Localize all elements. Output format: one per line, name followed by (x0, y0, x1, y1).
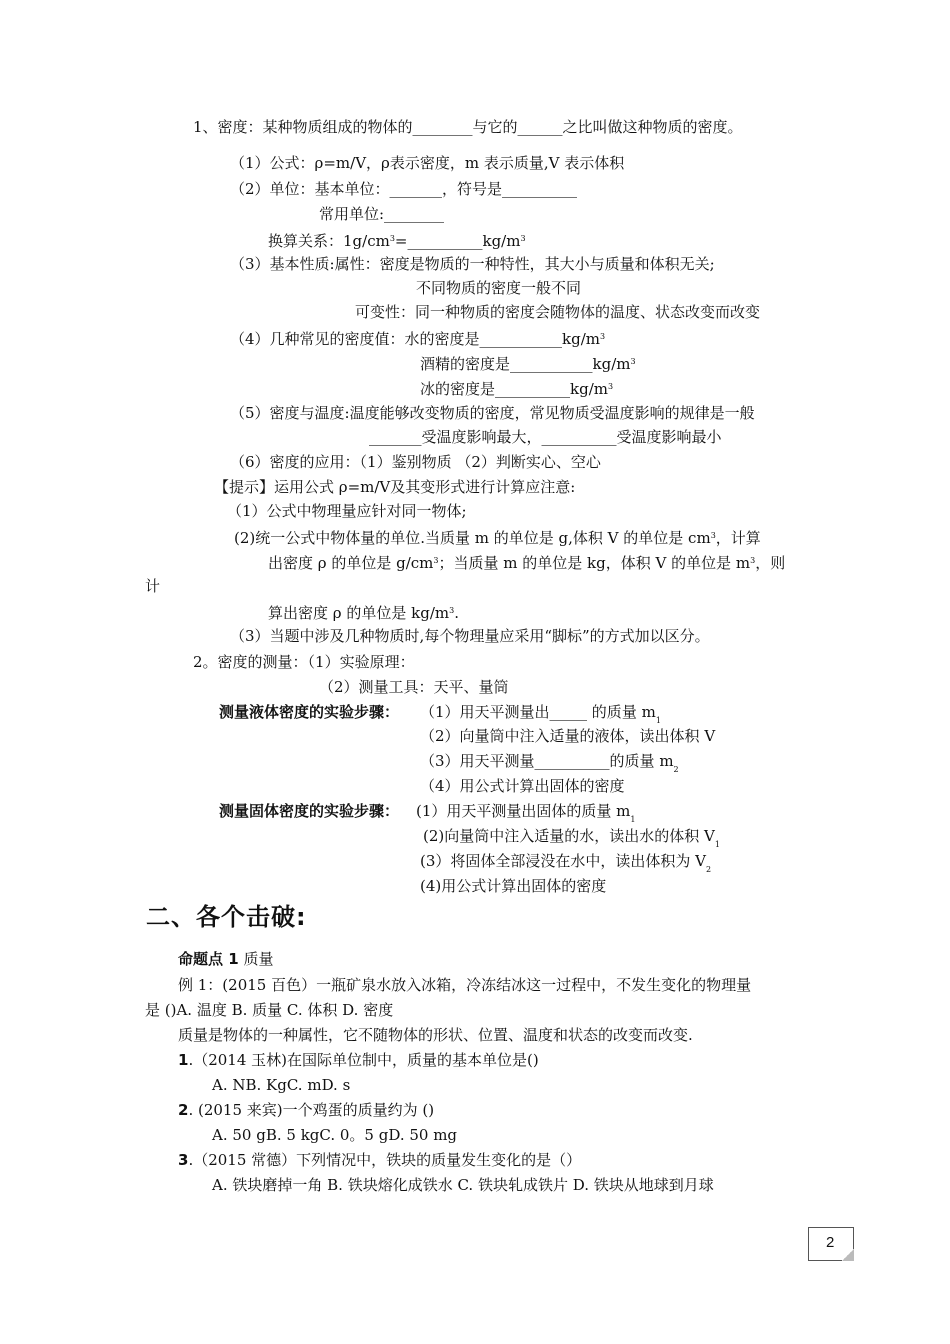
example-1-line-2: 是 ()A. 温度 B. 质量 C. 体积 D. 密度 (145, 1001, 394, 1019)
question-2-num: 2 (178, 1101, 189, 1119)
conversion-mid: =__________kg/m (394, 232, 521, 250)
measurement-title: 2。密度的测量：（1）实验原理： (193, 653, 415, 671)
liquid-step-4: （4）用公式计算出固体的密度 (420, 777, 625, 795)
property-line-1: （3）基本性质:属性：密度是物质的一种特性，其大小与质量和体积无关; (230, 255, 715, 273)
tip-2b-sup1: 3 (433, 556, 439, 565)
page-curl-icon (842, 1249, 854, 1261)
alcohol-sup: 3 (630, 357, 636, 366)
property-line-3: 可变性：同一种物质的密度会随物体的温度、状态改变而改变 (355, 303, 761, 321)
liquid-step-2: （2）向量筒中注入适量的液体，读出体积 V (420, 727, 716, 745)
tip-2b-end: ，则 (755, 554, 786, 572)
temperature-line-1: （5）密度与温度:温度能够改变物质的密度，常见物质受温度影响的规律是一般 (230, 404, 755, 422)
conversion-pre: 换算关系：1g/cm (268, 232, 390, 250)
tip-2a-end: ，计算 (715, 529, 761, 547)
question-2-options: A. 50 gB. 5 kgC. 0。5 gD. 50 mg (212, 1126, 458, 1144)
mass-note: 质量是物体的一种属性，它不随物体的形状、位置、温度和状态的改变而改变. (178, 1026, 693, 1044)
question-2-text: . (2015 来宾)一个鸡蛋的质量约为 () (188, 1101, 435, 1119)
tip-2c-end: . (454, 604, 459, 622)
question-3-num: 3 (178, 1151, 189, 1169)
conversion-sup2: 3 (520, 234, 526, 243)
tip-2-wrap: 计 (145, 577, 161, 595)
tip-2b-sup2: 3 (750, 556, 756, 565)
solid-steps-label: 测量固体密度的实验步骤： (219, 802, 400, 820)
density-conversion (268, 229, 526, 251)
density-unit-common: 常用单位:________ (319, 205, 445, 223)
density-water (230, 327, 605, 349)
ice-sup: 3 (607, 382, 614, 391)
density-definition: 1、密度：某种物质组成的物体的________与它的______之比叫做这种物质的密度。 (193, 118, 743, 136)
tip-2a-text: (2)统一公式中物体量的单位.当质量 m 的单位是 g,体积 V 的单位是 cm (234, 529, 711, 547)
point-1-text: 质量 (238, 950, 274, 968)
alcohol-text: 酒精的密度是___________kg/m (420, 355, 631, 373)
question-3 (178, 1150, 581, 1170)
tip-2a (234, 526, 761, 548)
tip-2b-mid: ；当质量 m 的单位是 kg，体积 V 的单位是 m (438, 554, 751, 572)
tip-2c (268, 601, 459, 623)
solid-step-1-sub: 1 (630, 815, 636, 824)
tip-2c-sup: 3 (449, 606, 455, 615)
page-number: 2 (826, 1234, 835, 1251)
tip-title: 【提示】运用公式 ρ=m/V及其变形式进行计算应注意: (214, 478, 576, 496)
question-1-num: 1 (178, 1051, 189, 1069)
question-1-options: A. NB. KgC. mD. s (212, 1076, 351, 1094)
density-ice (420, 377, 613, 399)
solid-step-2-sub: 1 (714, 840, 720, 849)
question-2 (178, 1100, 434, 1120)
density-unit-base: （2）单位：基本单位：_______，符号是__________ (230, 180, 578, 198)
water-sup: 3 (600, 332, 606, 341)
part2-heading: 二、各个击破: (146, 903, 307, 931)
tip-2c-text: 算出密度 ρ 的单位是 kg/m (268, 604, 450, 622)
solid-step-2-text: (2)向量筒中注入适量的水，读出水的体积 V (423, 827, 715, 845)
liquid-step-1-sub: 1 (655, 716, 661, 725)
tip-2a-sup: 3 (710, 531, 716, 540)
tip-2b (268, 551, 785, 573)
tip-3: （3）当题中涉及几种物质时,每个物理量应采用“脚标”的方式加以区分。 (230, 627, 710, 645)
solid-step-1-text: (1）用天平测量出固体的质量 m (416, 802, 631, 820)
tip-1: （1）公式中物理量应针对同一物体; (227, 502, 467, 520)
water-text: （4）几种常见的密度值：水的密度是___________kg/m (230, 330, 601, 348)
temperature-line-2: _______受温度影响最大，__________受温度影响最小 (369, 428, 722, 446)
conversion-sup: 3 (389, 234, 395, 243)
point-1 (178, 949, 273, 969)
density-alcohol (420, 352, 636, 374)
liquid-steps-label: 测量液体密度的实验步骤： (219, 703, 400, 721)
measurement-tools: （2）测量工具：天平、量筒 (319, 678, 509, 696)
property-line-2: 不同物质的密度一般不同 (416, 279, 582, 297)
question-1 (178, 1050, 539, 1070)
ice-text: 冰的密度是__________kg/m (420, 380, 608, 398)
tip-2b-text: 出密度 ρ 的单位是 g/cm (268, 554, 434, 572)
density-application: （6）密度的应用：（1）鉴别物质 （2）判断实心、空心 (230, 453, 601, 471)
page-number-box (808, 1227, 854, 1261)
question-3-text: .（2015 常德）下列情况中，铁块的质量发生变化的是（） (188, 1151, 582, 1169)
liquid-step-3-sub: 2 (673, 765, 679, 774)
solid-step-3-sub: 2 (706, 865, 712, 874)
liquid-step-3-text: （3）用天平测量__________的质量 m (420, 752, 674, 770)
liquid-step-1-text: （1）用天平测量出_____ 的质量 m (420, 703, 656, 721)
point-1-label: 命题点 1 (178, 950, 239, 968)
question-1-text: .（2014 玉林)在国际单位制中，质量的基本单位是() (188, 1051, 539, 1069)
solid-step-3-text: (3）将固体全部浸没在水中，读出体积为 V (420, 852, 706, 870)
density-formula: （1）公式：ρ=m/V，ρ表示密度，m 表示质量,V 表示体积 (230, 154, 625, 172)
question-3-options: A. 铁块磨掉一角 B. 铁块熔化成铁水 C. 铁块轧成铁片 D. 铁块从地球到月球 (212, 1176, 714, 1194)
solid-step-4: (4)用公式计算出固体的密度 (420, 877, 607, 895)
example-1-line-1: 例 1：(2015 百色）一瓶矿泉水放入冰箱，冷冻结冰这一过程中，不发生变化的物理量 (178, 976, 752, 994)
